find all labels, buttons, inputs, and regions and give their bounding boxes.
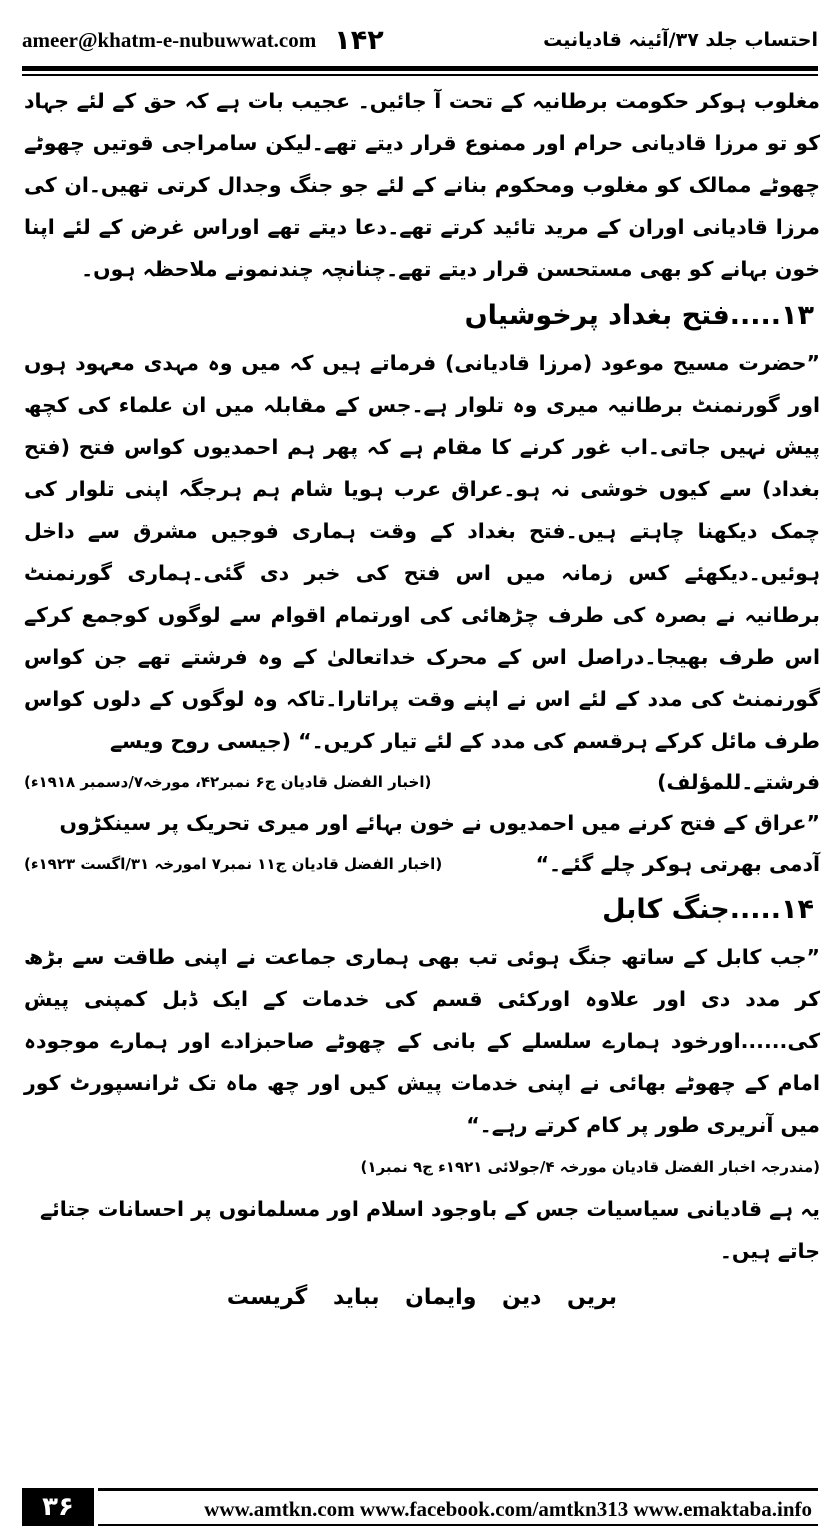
- paragraph-iraq-quote-end: آدمی بھرتی ہوکر چلے گئے۔“: [535, 852, 820, 876]
- reference-alfazl-1921: (مندرجہ اخبار الفضل قادیان مورخہ ۴/جولائی ۱۹۲۱ء ج۹ نمبر۱): [360, 1158, 820, 1176]
- footer-links: www.amtkn.com www.facebook.com/amtkn313 www.emaktaba.info: [204, 1497, 812, 1521]
- paragraph-conclusion: یہ ہے قادیانی سیاسیات جس کے باوجود اسلام اور مسلمانوں پر احسانات جتائے: [40, 1197, 820, 1221]
- header-book-title: احتساب جلد ۳۷/آئینہ قادیانیت: [543, 29, 818, 51]
- reference-row-2: [24, 844, 820, 884]
- section-heading-kabul: ۱۴.....جنگ کابل: [602, 894, 814, 925]
- reference-alfazl-1923: (اخبار الفضل قادیان ج۱۱ نمبر۷ امورخہ ۳۱/اگست ۱۹۲۳ء): [24, 855, 443, 873]
- paragraph-kabul-quote: ”جب کابل کے ساتھ جنگ ہوئی تب بھی ہماری جماعت نے اپنی طاقت سے بڑھ کر مدد دی اور علاوہ اورکئی قسم کی خدمات کے ایک ڈبل کمپنی پیش کی......اورخود ہمارے سلسلے کے بانی کے چھوٹے صاحبزادے اور ہمارے موجودہ امام کے چھوٹے بھائی نے اپنی خدمات پیش کیں اور چھ ماہ تک ٹرانسپورٹ کور میں آنریری طور پر کام کرتے رہے۔“: [24, 945, 820, 1137]
- reference-alfazl-1918: (اخبار الفضل قادیان ج۶ نمبر۴۲، مورخہ۷/دسمبر ۱۹۱۸ء): [24, 773, 432, 791]
- footer-bar: [98, 1488, 818, 1526]
- paragraph-baghdad-quote-end: فرشتے۔للمؤلف): [657, 770, 820, 794]
- paragraph-intro: مغلوب ہوکر حکومت برطانیہ کے تحت آ جائیں۔ عجیب بات ہے کہ حق کے لئے جہاد کو تو مرزا قادیانی حرام اور ممنوع قرار دیتے تھے۔لیکن سامراجی قوتیں چھوٹے چھوٹے ممالک کو مغلوب ومحکوم بنانے کے لئے جو جنگ وجدال کرتی تھیں۔ان کی مرزا قادیانی اوران کے مرید تائید کرتے تھے۔دعا دیتے تھے اوراس غرض کے لئے اپنا خون بہانے کو بھی مستحسن قرار دیتے تھے۔چنانچہ چندنمونے ملاحظہ ہوں۔: [24, 89, 820, 281]
- paragraph-iraq-quote: ”عراق کے فتح کرنے میں احمدیوں نے خون بہائے اور میری تحریک پر سینکڑوں: [59, 811, 820, 835]
- footer-page-number: ۳۶: [22, 1488, 94, 1526]
- header-rule-thin: [22, 74, 818, 76]
- header-left: [22, 25, 384, 56]
- header-rule-thick: [22, 66, 818, 71]
- paragraph-conclusion-end: جاتے ہیں۔: [719, 1239, 820, 1263]
- page-header: [22, 18, 818, 62]
- paragraph-baghdad-quote: ”حضرت مسیح موعود (مرزا قادیانی) فرماتے ہیں کہ میں وہ مہدی معہود ہوں اور گورنمنٹ برطانیہ میری وہ تلوار ہے۔جس کے مقابلہ میں ان علماء کی کچھ پیش نہیں جاتی۔اب غور کرنے کا مقام ہے کہ پھر ہم احمدیوں کواس فتح (فتح بغداد) سے کیوں خوشی نہ ہو۔عراق عرب ہویا شام ہم ہرجگہ اپنی تلوار کی چمک دیکھنا چاہتے ہیں۔فتح بغداد کے وقت ہماری فوجیں مشرق سے داخل ہوئیں۔دیکھئے کس زمانہ میں اس فتح کی خبر دی گئی۔ہماری گورنمنٹ برطانیہ نے بصرہ کی طرف چڑھائی کی اورتمام اقوام سے لوگوں کوجمع کرکے اس طرف بھیجا۔دراصل اس کے محرک خداتعالیٰ کے وہ فرشتے تھے جن کواس گورنمنٹ کی مدد کے لئے اس نے اپنے وقت پراتارا۔تاکہ وہ لوگوں کے دلوں کواس طرف مائل کرکے ہرقسم کی مدد کے لئے تیار کریں۔“ (جیسی روح ویسے: [24, 351, 820, 753]
- header-page-number: ۱۴۲: [334, 24, 384, 56]
- persian-couplet: بریں دین وایمان بباید گریست: [226, 1285, 618, 1310]
- reference-row-1: [24, 762, 820, 802]
- header-email: ameer@khatm-e-nubuwwat.com: [22, 27, 317, 52]
- page-body: [24, 80, 820, 1324]
- page-footer: [22, 1488, 818, 1526]
- section-heading-baghdad: ۱۳.....فتح بغداد پرخوشیاں: [464, 300, 814, 331]
- footer-rule: [98, 1524, 818, 1526]
